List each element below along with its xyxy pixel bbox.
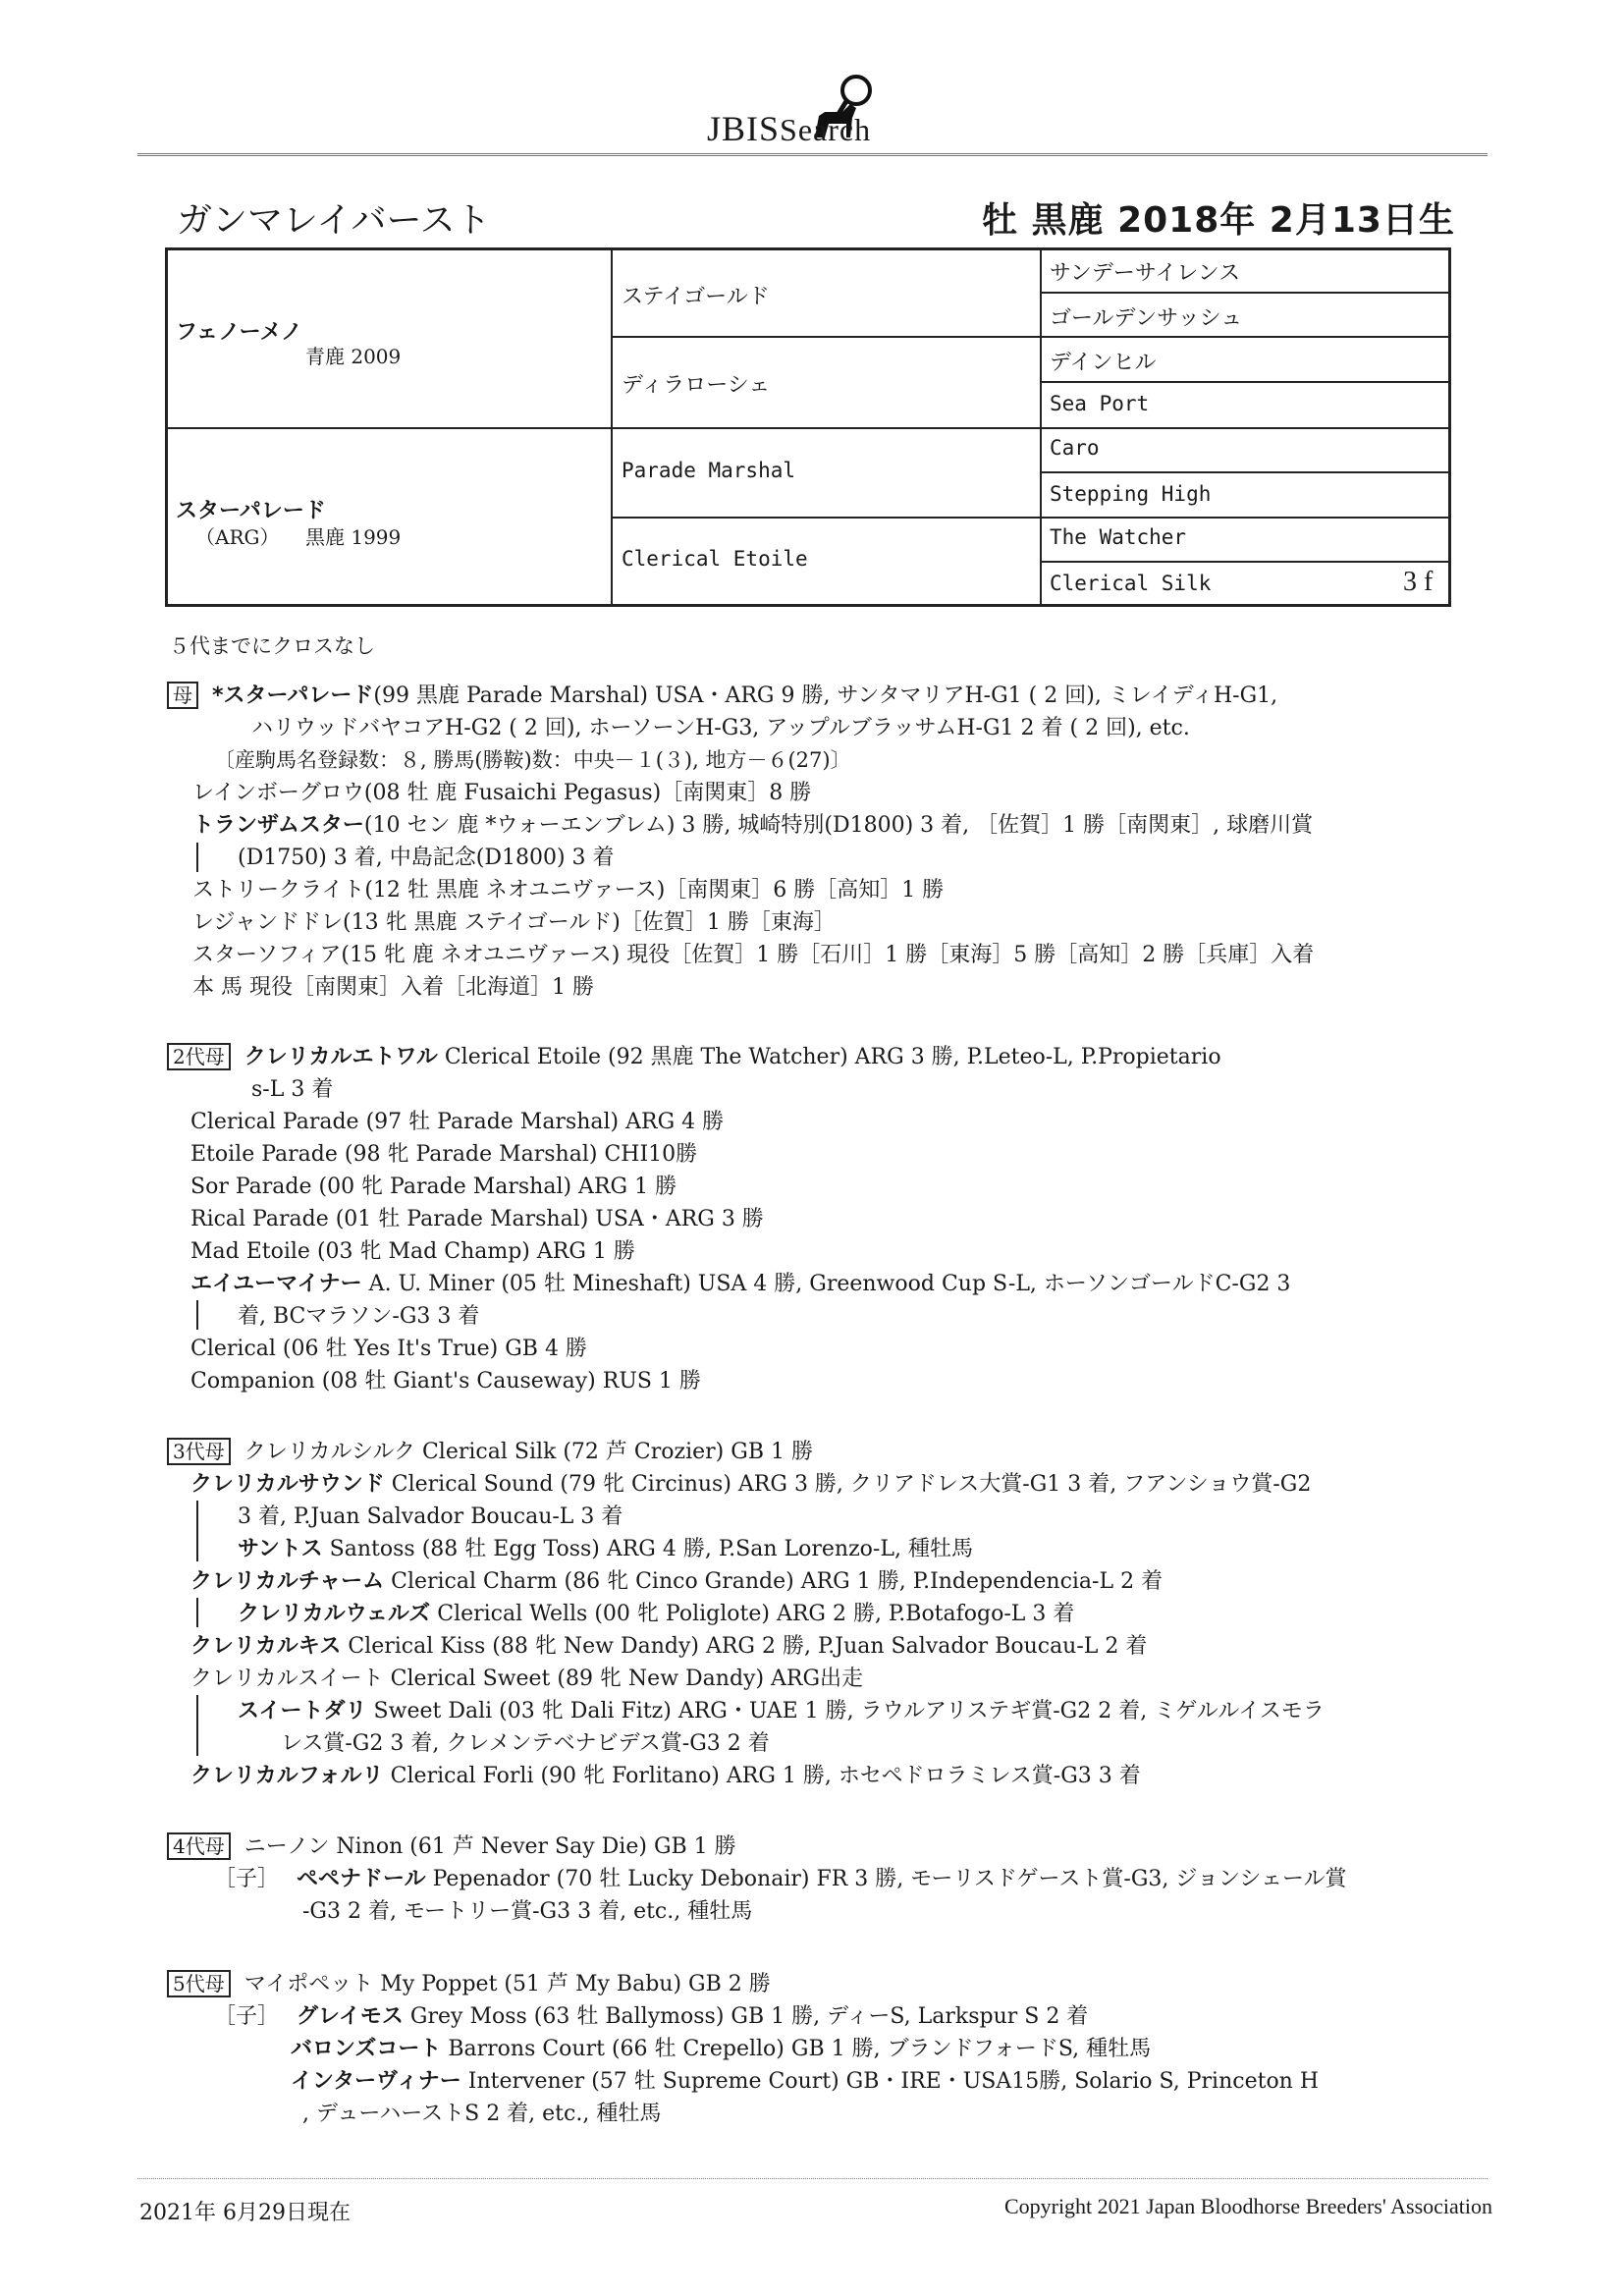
footer-rule [137, 2178, 1488, 2179]
dam-line: 本 馬 現役［南関東］入着［北海道］1 勝 [192, 975, 594, 1000]
dam-line: (99 黒鹿 Parade Marshal) USA・ARG 9 勝, サンタマリアH-G1 ( 2 回), ミレイディH-G1, [373, 683, 1278, 708]
gen2-dam-sire: Parade Marshal [622, 459, 796, 482]
gen3-8: Clerical Silk [1050, 572, 1212, 595]
gen3-3: デインヒル [1050, 351, 1157, 375]
no-cross-note: ５代までにクロスなし [169, 634, 375, 658]
sire-name: フェノーメノ [176, 320, 302, 345]
gen3-5: Caro [1050, 436, 1100, 460]
gen2-dam-dam: Clerical Etoile [622, 547, 808, 571]
fifth-dam-badge: 5代母 [167, 1970, 231, 1997]
dam-detail: 黒鹿 1999 [305, 525, 402, 549]
logo-jbis: JBIS [707, 109, 781, 148]
gen3-4: Sea Port [1050, 392, 1150, 415]
gen3-2: ゴールデンサッシュ [1050, 306, 1243, 331]
dam-name: スターパレード [176, 499, 326, 523]
dam-line: 〔産駒馬名登録数：８, 勝馬(勝鞍)数：中央－１(３), 地方－６(27)〕 [214, 748, 851, 772]
jbis-search-logo [707, 69, 962, 153]
fourth-dam-badge: 4代母 [167, 1832, 231, 1860]
header-rule [137, 153, 1488, 156]
gen3-7: The Watcher [1050, 525, 1187, 549]
dam-origin: （ARG） [195, 525, 280, 549]
third-dam-badge: 3代母 [167, 1438, 231, 1465]
sire-detail: 青鹿 2009 [305, 345, 402, 368]
gen2-sire-dam: ディラローシェ [622, 373, 771, 398]
gen3-1: サンデーサイレンス [1050, 261, 1241, 286]
copyright: Copyright 2021 Japan Bloodhorse Breeders' Association [1003, 2194, 1492, 2218]
gen2-sire-sire: ステイゴールド [622, 285, 770, 309]
horse-name: ガンマレイバースト [177, 200, 491, 241]
dam-line: ストリークライト(12 牡 黒鹿 ネオユニヴァース)［南関東］6 勝［高知］1 勝 [192, 878, 945, 902]
dam-badge: 母 [167, 682, 198, 709]
second-dam-badge: 2代母 [167, 1043, 231, 1070]
dam-line: (10 セン 鹿 *ウォーエンブレム) 3 勝, 城崎特別(D1800) 3 着, ［佐賀］1 勝［南関東］, 球磨川賞 [363, 813, 1314, 838]
horse-info: 牡 黒鹿 2018年 2月13日生 [982, 200, 1455, 241]
logo-search: Search [780, 112, 872, 147]
family-number: 3 f [1403, 567, 1434, 597]
dam-line: レインボーグロウ(08 牡 鹿 Fusaichi Pegasus)［南関東］8 勝 [192, 781, 812, 805]
as-of-date: 2021年 6月29日現在 [139, 2201, 351, 2225]
pedigree-table [165, 247, 1451, 607]
dam-line: ハリウッドバヤコアH-G2 ( 2 回), ホーソーンH-G3, アップルブラッサムH-G1 2 着 ( 2 回), etc. [251, 716, 1190, 740]
gen3-6: Stepping High [1050, 482, 1212, 506]
dam-line: レジャンドドレ(13 牝 黒鹿 ステイゴールド)［佐賀］1 勝［東海］ [192, 910, 836, 935]
dam-line: (D1750) 3 着, 中島記念(D1800) 3 着 [238, 846, 615, 870]
dam-line: スターソフィア(15 牝 鹿 ネオユニヴァース) 現役［佐賀］1 勝［石川］1 勝［東海］5 勝［高知］2 勝［兵庫］入着 [192, 943, 1315, 967]
